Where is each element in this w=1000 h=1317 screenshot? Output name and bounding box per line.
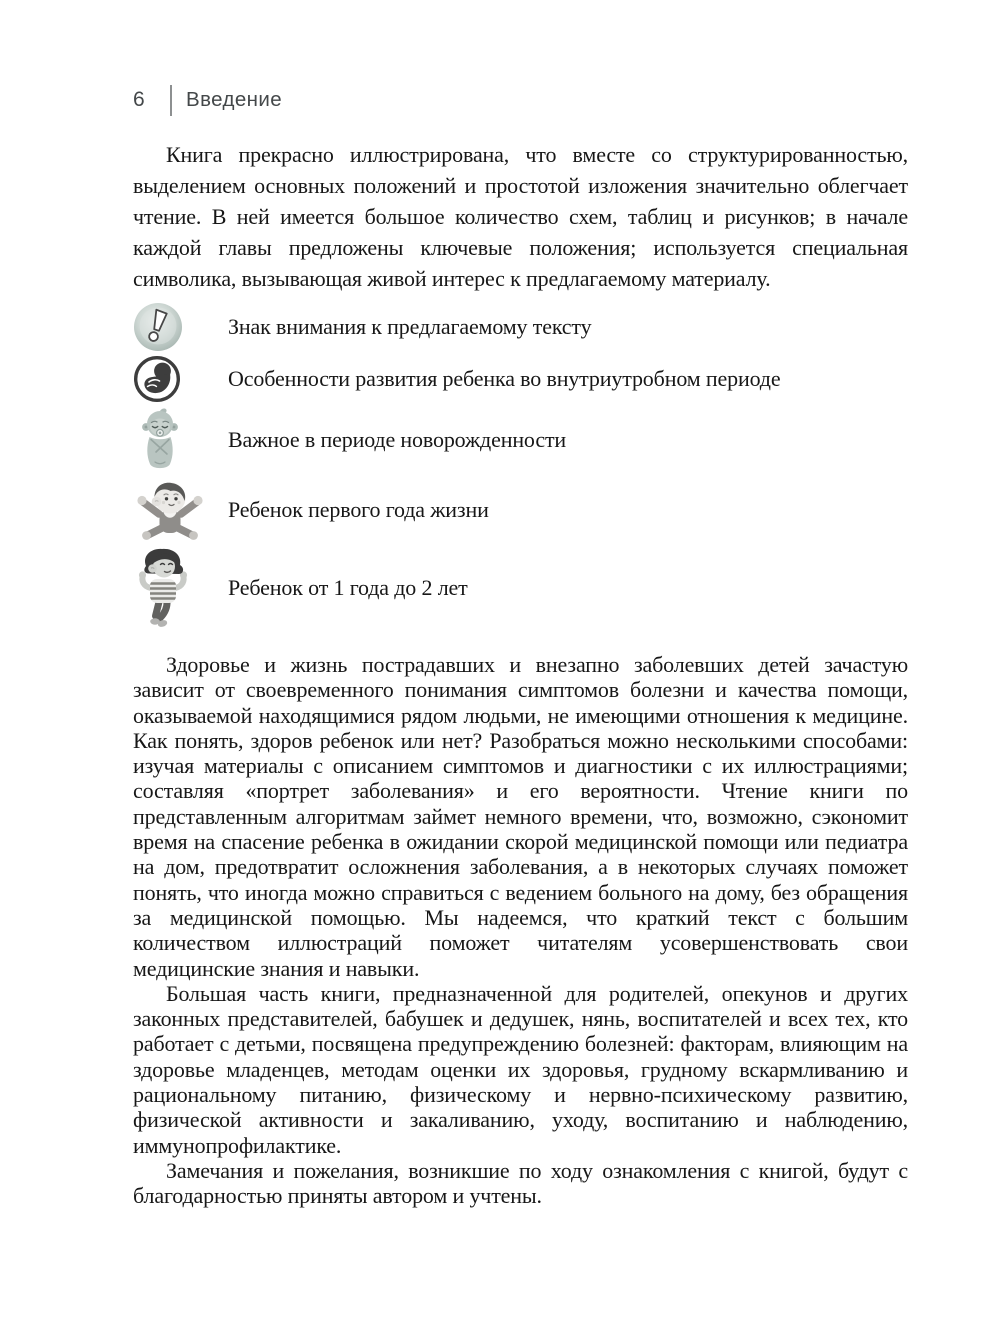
legend-label: Ребенок первого года жизни bbox=[228, 497, 489, 522]
attention-icon bbox=[133, 302, 228, 352]
fetus-icon bbox=[133, 355, 228, 403]
body-paragraph: Большая часть книги, предназначенной для родителей, опекунов и других законных представителей, бабушек и дедушек, нянь, воспитателей и всех тех, кто работает с детьми, посвящена предупреждению болезней: факторам, влияющим на здоровье младенцев, методам оценки их здоровья, грудному вскармливанию и рациональному питанию, физическому и нервно-психическому развитию, физической активности и закаливанию, уходу, воспитанию и наблюдению, иммунопрофилактике. bbox=[133, 980, 908, 1158]
body-paragraph: Здоровье и жизнь пострадавших и внезапно заболевших детей зачастую зависит от своевременного понимания симптомов болезни и качества помощи, оказываемой находящимися рядом людьми, не имеющими отношения к медицине. Как понять, здоров ребенок или нет? Разобраться можно несколькими способами: изучая материалы с описанием симптомов и диагностики с их иллюстрациями; составляя «портрет заболевания» и его вероятности. Чтение книги по представленным алгоритмам займет немного времени, что, возможно, сэкономит время на спасение ребенка в ожидании скорой медицинской помощи или педиатра на дом, предотвратит осложнения заболевания, а в некоторых случаях поможет понять, что иногда можно справиться с ведением больного на дому, без обращения за медицинской помощью. Мы надеемся, что краткий текст с большим количеством иллюстраций поможет читателям усовершенствовать свои медицинские знания и навыки. bbox=[133, 652, 908, 981]
legend-row bbox=[133, 546, 908, 630]
intro-paragraph: Книга прекрасно иллюстрирована, что вместе со структурированностью, выделением основных положений и простотой изложения значительно облегчает чтение. В ней имеется большое количество схем, таблиц и рисунков; в начале каждой главы предложены ключевые положения; используется специальная символика, вызывающая живой интерес к предлагаемому материалу. bbox=[133, 142, 908, 291]
header-divider bbox=[170, 85, 172, 116]
legend-row bbox=[133, 477, 908, 543]
legend-row bbox=[133, 355, 908, 403]
page-number: 6 bbox=[133, 88, 145, 111]
infant-icon bbox=[133, 477, 228, 543]
section-title: Введение bbox=[186, 88, 283, 111]
body-paragraph: Замечания и пожелания, возникшие по ходу ознакомления с книгой, будут с благодарностью приняты автором и учтены. bbox=[133, 1157, 908, 1209]
symbol-legend bbox=[133, 302, 908, 630]
newborn-icon bbox=[133, 406, 228, 474]
legend-label: Ребенок от 1 года до 2 лет bbox=[228, 575, 468, 600]
legend-label: Важное в периоде новорожденности bbox=[228, 427, 567, 452]
legend-row bbox=[133, 406, 908, 474]
legend-label: Знак внимания к предлагаемому тексту bbox=[228, 314, 592, 339]
toddler-icon bbox=[133, 546, 228, 630]
legend-row bbox=[133, 302, 908, 352]
running-head bbox=[133, 84, 908, 116]
legend-label: Особенности развития ребенка во внутриутробном периоде bbox=[228, 366, 781, 391]
